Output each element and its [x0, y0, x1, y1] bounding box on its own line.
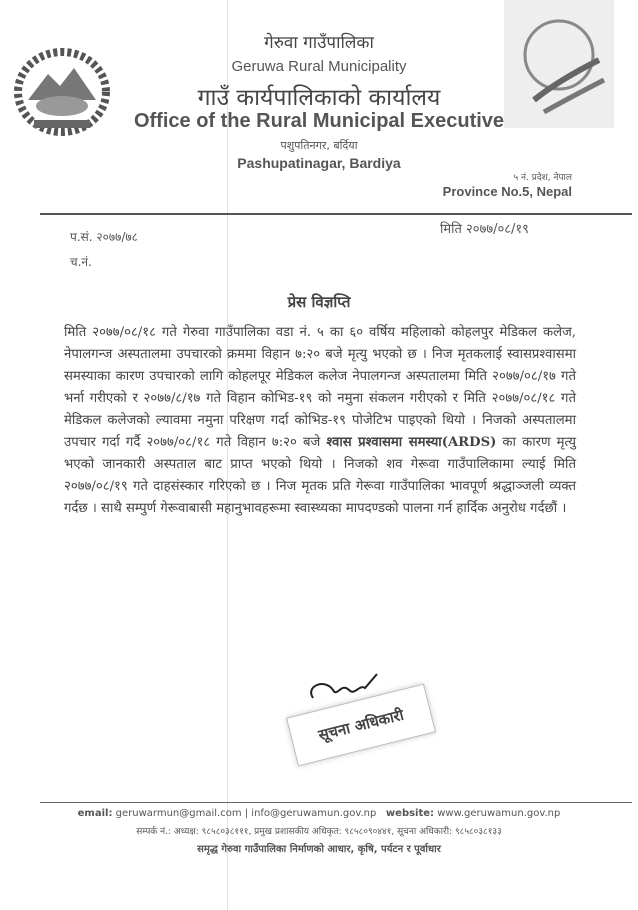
website-label: website: [385, 808, 435, 819]
reference-number: प.सं. २०७७/७८ [70, 230, 138, 244]
municipality-name-np: गेरुवा गाउँपालिका [264, 33, 374, 53]
body-bold-text: श्वास प्रश्वासमा समस्या(ARDS) [326, 435, 497, 450]
address-en: Pashupatinagar, Bardiya [237, 155, 401, 171]
press-release-body [64, 322, 576, 520]
office-name-en: Office of the Rural Municipal Executive [133, 110, 505, 132]
body-text: मिति २०७७/०८/१८ गते गेरुवा गाउँपालिका वडा नं. ५ का ६० वर्षिय महिलाको कोहलपुर मेडिकल कलेज, नेपालगन्ज अस्पतालमा उपचारको क्रममा विहान ७:२० बजे मृत्यु भएको छ । निज मृतकलाई स्वासप्रश्वासमा समस्याका कारण उपचारको लागि कोहलपूर मेडिकल कलेज नेपालगन्ज अस्पतालमा मिति २०७७/०८/१७ गते भर्ना गरीएको र २०७७/८/१७ गते विहान कोभिड-१९ को नमुना संकलन गरीएको र मिति २०७७/०८/१८ गते मेडिकल कलेजको ल्यावमा नमुना परिक्षण गर्दा कोभिड-१९ पोजेटिभ पाइएको थियो । निजको अस्पतालमा उपचार गर्दा गर्दै २०७७/०८/१८ गते विहान ७:२० बजे [64, 325, 576, 450]
body-text-continued: का कारण मृत्यु भएको जानकारी अस्पताल बाट प्राप्त भएको थियो । निजको शव गेरूवा गाउँपालिकामा ल्याई मिति २०७७/०८/१९ गते दाहसंस्कार गरिएको छ । निज मृतक प्रति गेरूवा गाउँपालिका भावपूर्ण श्रद्धाञ्जली व्यक्त गर्दछ । साथै सम्पुर्ण गेरूवाबासी महानुभावहरूमा स्वास्थ्यका मापदण्डको पालना गर्न हार्दिक अनुरोध गर्दछौं । [64, 435, 576, 516]
header-divider [40, 213, 632, 215]
province-np: ५ नं. प्रदेश, नेपाल [513, 173, 572, 183]
document-title: प्रेस विज्ञप्ति [287, 293, 351, 311]
address-np: पशुपतिनगर, बर्दिया [280, 139, 358, 152]
footer-email: geruwarmun@gmail.com | info@geruwamun.gov.np [115, 808, 377, 819]
footer-contact-line [0, 808, 638, 819]
footer-website: www.geruwamun.gov.np [437, 808, 561, 819]
footer-slogan: समृद्ध गेरुवा गाउँपालिका निर्माणको आधार, कृषि, पर्यटन र पूर्वाधार [197, 844, 441, 855]
province-en: Province No.5, Nepal [442, 184, 572, 199]
letter-date: मिति २०७७/०८/१९ [440, 222, 529, 237]
municipality-name-en: Geruwa Rural Municipality [231, 58, 407, 75]
office-name-np: गाउँ कार्यपालिकाको कार्यालय [197, 85, 441, 111]
email-label: email: [77, 808, 113, 819]
information-officer-stamp: सूचना अधिकारी [286, 684, 436, 767]
footer-phone-numbers: सम्पर्क नं.: अध्यक्ष: ९८५८०३८१११, प्रमुख प्रशासकीय अधिकृत: ९८५८०९०४४१, सूचना अधिकारी: ९८५८०३८१३३ [136, 827, 502, 837]
footer-divider [40, 802, 632, 803]
dispatch-number: च.नं. [70, 255, 92, 269]
